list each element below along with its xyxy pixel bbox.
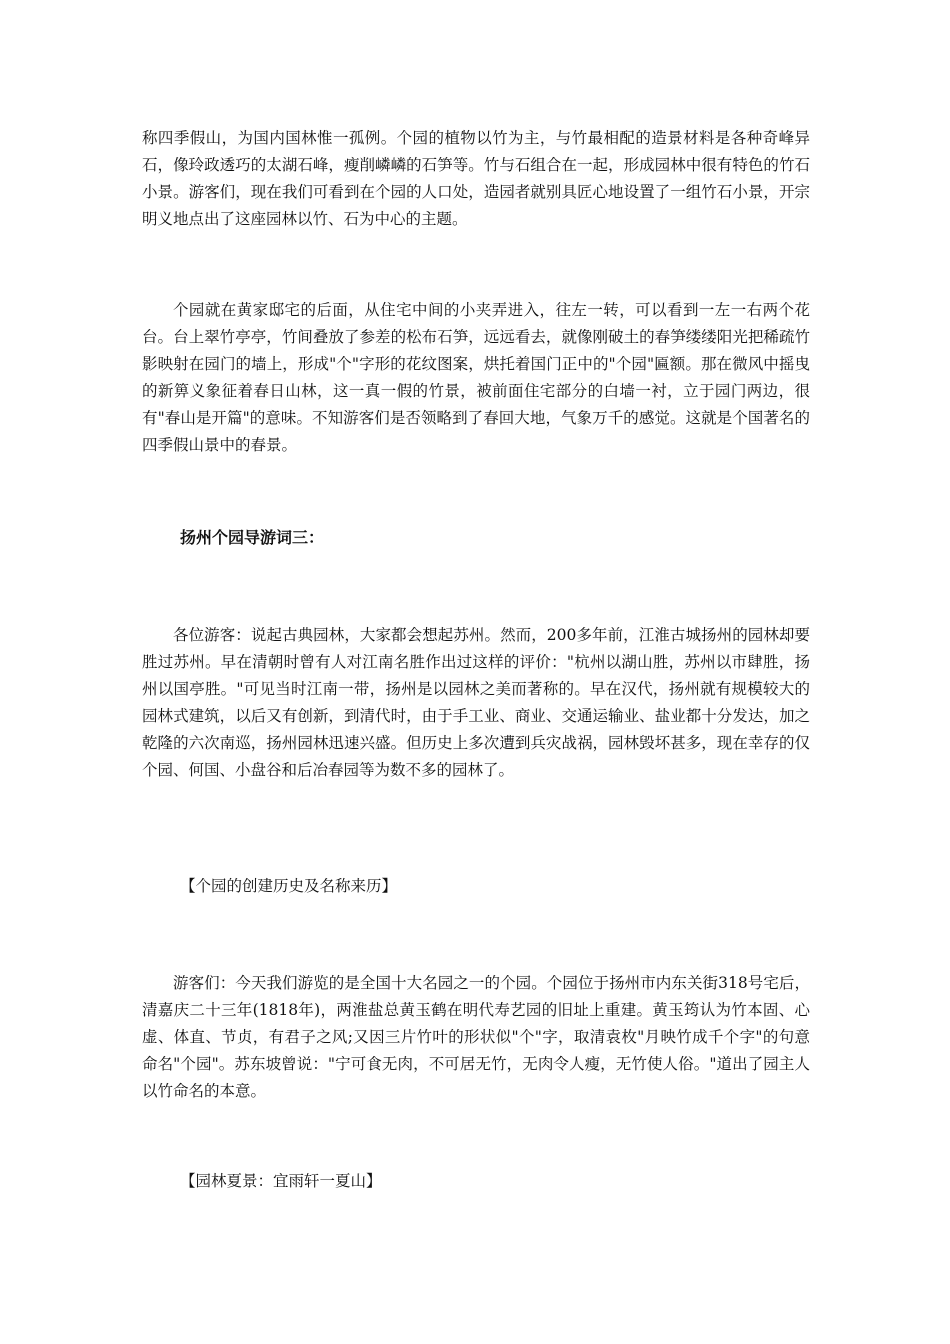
paragraph-introduction: 各位游客：说起古典园林，大家都会想起苏州。然而，200多年前，江淮古城扬州的园林却要胜过苏州。早在清朝时曾有人对江南名胜作出过这样的评价："杭州以湖山胜，苏州以市肆胜，扬州以国亭胜。"可见当时江南一带，扬州是以园林之美而著称的。早在汉代，扬州就有规模较大的园林式建筑，以后又有创新，到清代时，由于手工业、商业、交通运输业、盐业都十分发达，加之乾隆的六次南巡，扬州园林迅速兴盛。但历史上多次遭到兵灾战祸，园林毁坏甚多，现在幸存的仅个园、何国、小盘谷和后冶春园等为数不多的园林了。 [142,626,810,779]
paragraph-bamboo-stone: 称四季假山，为国内国林惟一孤例。个园的植物以竹为主，与竹最相配的造景材料是各种奇峰异石，像玲政透巧的太湖石峰，瘦削嶙嶙的石笋等。竹与石组合在一起，形成园林中很有特色的竹石小景。游客们，现在我们可看到在个园的人口处，造园者就别具匠心地设置了一组竹石小景，开宗明义地点出了这座园林以竹、石为中心的主题。 [142,129,810,228]
section-heading: 扬州个园导游词三： [180,528,325,547]
paragraph-history: 游客们：今天我们游览的是全国十大名园之一的个园。个园位于扬州市内东关街318号宅后，清嘉庆二十三年(1818年)，两淮盐总黄玉鹤在明代寿艺园的旧址上重建。黄玉筠认为竹本固、心虚、体直、节贞，有君子之风;又因三片竹叶的形状似"个"字，取清袁枚"月映竹成千个字"的句意命名"个园"。苏东坡曾说："宁可食无肉，不可居无竹，无肉令人瘦，无竹使人俗。"道出了园主人以竹命名的本意。 [142,974,810,1100]
subheading-summer-scene: 【园林夏景：宜雨轩一夏山】 [180,1172,382,1190]
subheading-history: 【个园的创建历史及名称来历】 [180,877,398,895]
paragraph-spring-scene: 个园就在黄家邸宅的后面，从住宅中间的小夹弄进入，往左一转，可以看到一左一右两个花台。台上翠竹亭亭，竹间叠放了参差的松布石笋，远远看去，就像刚破土的春笋缕缕阳光把稀疏竹影映射在园门的墙上，形成"个"字形的花纹图案，烘托着国门正中的"个园"匾额。那在微风中摇曳的新箅义象征着春日山林，这一真一假的竹景，被前面住宅部分的白墙一衬，立于园门两边，很有"春山是开篇"的意味。不知游客们是否领略到了春回大地，气象万千的感觉。这就是个国著名的四季假山景中的春景。 [142,301,810,454]
